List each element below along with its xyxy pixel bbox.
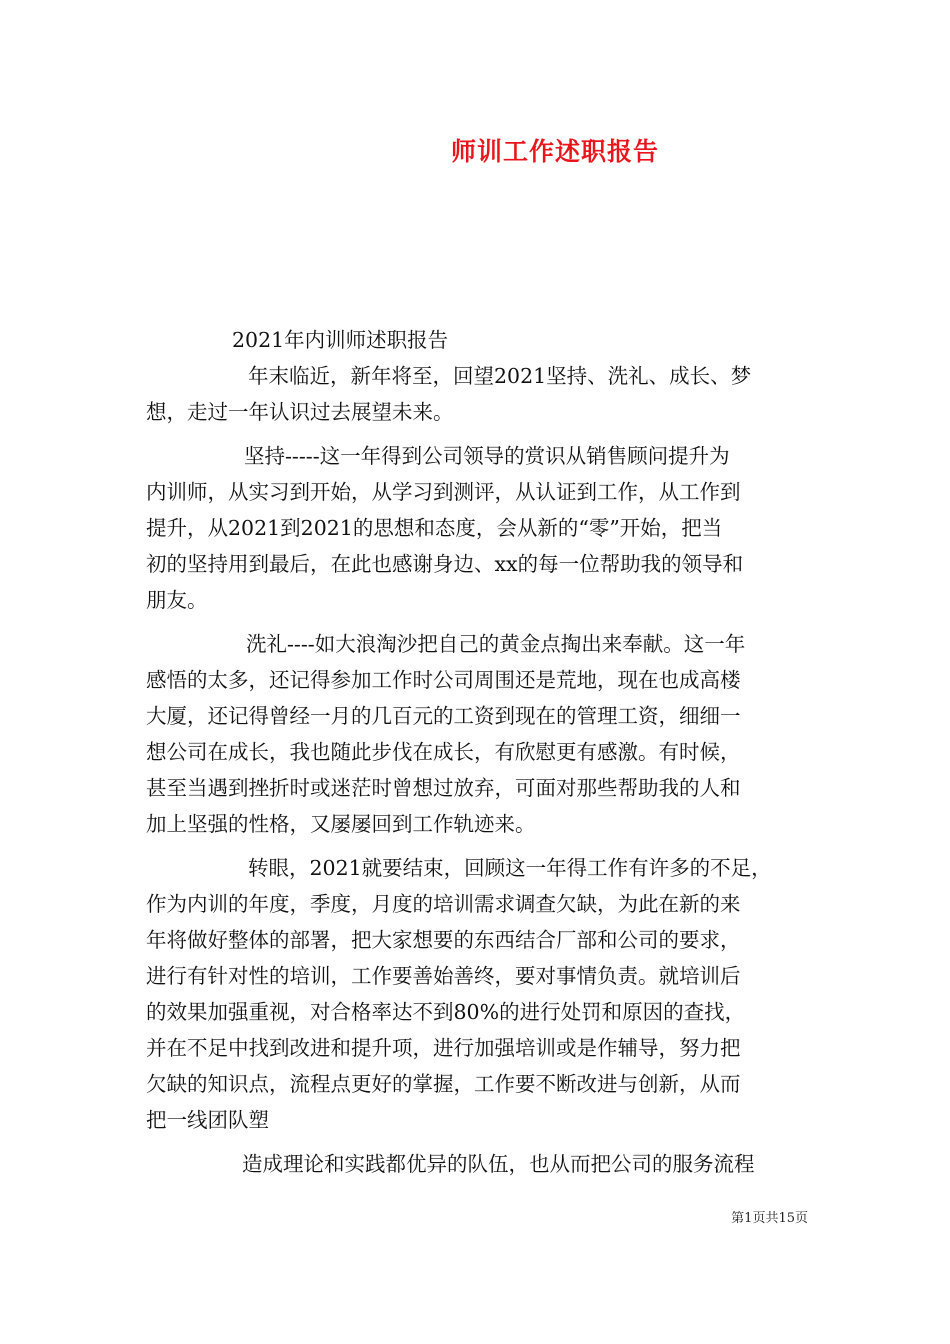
paragraph-line: 年末临近，新年将至，回望2021坚持、洗礼、成长、梦: [248, 364, 752, 388]
paragraph-line: 甚至当遇到挫折时或迷茫时曾想过放弃，可面对那些帮助我的人和: [146, 776, 741, 800]
paragraph-line: 加上坚强的性格，又屡屡回到工作轨迹来。: [146, 812, 536, 836]
paragraph-line: 的效果加强重视，对合格率达不到80%的进行处罚和原因的查找，: [146, 1000, 746, 1024]
report-subheading: 2021年内训师述职报告: [232, 328, 449, 352]
paragraph-line: 并在不足中找到改进和提升项，进行加强培训或是作辅导，努力把: [146, 1036, 741, 1060]
paragraph-line: 想，走过一年认识过去展望未来。: [146, 400, 454, 424]
paragraph-line: 朋友。: [146, 588, 208, 612]
paragraph-line: 转眼，2021就要结束，回顾这一年得工作有许多的不足，: [248, 856, 772, 880]
paragraph-line: 进行有针对性的培训，工作要善始善终，要对事情负责。就培训后: [146, 964, 741, 988]
paragraph-line: 感悟的太多，还记得参加工作时公司周围还是荒地，现在也成高楼: [146, 668, 741, 692]
page-number-footer: 第1页共15页: [731, 1211, 808, 1226]
paragraph-line: 欠缺的知识点，流程点更好的掌握，工作要不断改进与创新，从而: [146, 1072, 741, 1096]
paragraph-line: 内训师，从实习到开始，从学习到测评，从认证到工作，从工作到: [146, 480, 741, 504]
paragraph-line: 洗礼----如大浪淘沙把自己的黄金点掏出来奉献。这一年: [246, 632, 746, 656]
document-title: 师训工作述职报告: [450, 137, 659, 166]
paragraph-line: 年将做好整体的部署，把大家想要的东西结合厂部和公司的要求，: [146, 928, 741, 952]
paragraph-line: 提升，从2021到2021的思想和态度，会从新的“零”开始，把当: [146, 516, 723, 540]
paragraph-line: 造成理论和实践都优异的队伍，也从而把公司的服务流程: [242, 1152, 755, 1176]
paragraph-line: 把一线团队塑: [146, 1108, 269, 1132]
paragraph-line: 大厦，还记得曾经一月的几百元的工资到现在的管理工资，细细一: [146, 704, 741, 728]
paragraph-line: 作为内训的年度，季度，月度的培训需求调查欠缺，为此在新的来: [146, 892, 741, 916]
paragraph-line: 坚持-----这一年得到公司领导的赏识从销售顾问提升为: [244, 444, 730, 468]
paragraph-line: 初的坚持用到最后，在此也感谢身边、xx的每一位帮助我的领导和: [146, 552, 744, 576]
paragraph-line: 想公司在成长，我也随此步伐在成长，有欣慰更有感激。有时候，: [146, 740, 741, 764]
document-body: [146, 322, 810, 1182]
